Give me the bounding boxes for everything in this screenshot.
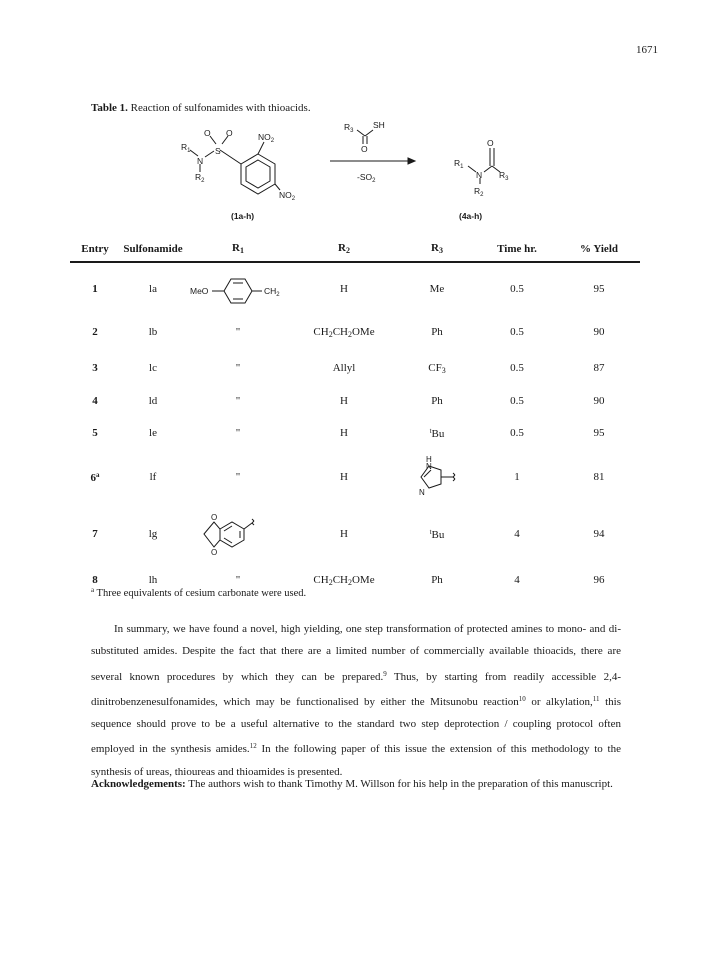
svg-text:SH: SH: [373, 120, 385, 130]
entry-cell: 7: [92, 528, 98, 540]
ack-label: Acknowledgements:: [91, 778, 186, 790]
footnote-mark: a: [91, 586, 95, 594]
r1-cell: ": [235, 471, 241, 483]
svg-text:O: O: [211, 513, 218, 522]
r2-cell: H: [340, 528, 348, 540]
header-r3: $R_3$: [398, 236, 476, 262]
sulfonamide-cell: ld: [148, 395, 158, 407]
time-cell: 4: [514, 574, 520, 586]
svg-text:S: S: [215, 146, 221, 156]
svg-text:MeO: MeO: [190, 286, 209, 296]
r3-cell: $^t$Bu: [429, 426, 445, 440]
sulfonamide-cell: lc: [149, 362, 157, 374]
yield-cell: 95: [593, 283, 605, 295]
acknowledgements: [91, 773, 621, 795]
svg-text:R2: $R_2$: [474, 186, 484, 198]
yield-cell: 90: [593, 326, 605, 338]
yield-cell: 87: [593, 362, 605, 374]
sulfonamide-cell: lf: [149, 471, 157, 483]
svg-text:NO2: $NO_2$: [258, 132, 275, 144]
benzodioxole-structure: [186, 509, 290, 559]
yield-cell: 90: [593, 395, 605, 407]
footnote-text: Three equivalents of cesium carbonate were used.: [96, 588, 307, 599]
r2-cell: Allyl: [332, 362, 356, 374]
r3-cell: $CF_3$: [428, 361, 446, 375]
sulfonamide-cell: lg: [148, 528, 158, 540]
svg-text:N: N: [426, 462, 432, 471]
entry-cell: 2: [92, 326, 98, 338]
svg-text:NO2: $NO_2$: [279, 190, 296, 202]
table-row: [70, 506, 640, 562]
yield-cell: 96: [593, 574, 605, 586]
entry-cell: 4: [92, 395, 98, 407]
r2-cell: $CH_2CH_2OMe$: [313, 573, 375, 587]
svg-text:N: N: [476, 170, 483, 180]
r3-cell: [398, 448, 476, 506]
r2-cell: H: [340, 427, 348, 439]
yield-cell: 81: [593, 471, 605, 483]
svg-text:H: H: [426, 455, 432, 464]
table-row: [70, 312, 640, 352]
svg-text:R2: $R_2$: [195, 172, 205, 184]
r2-cell: H: [340, 395, 348, 407]
header-sulfonamide: Sulfonamide: [120, 236, 186, 262]
scheme-label-reactant: (1a-h): [231, 211, 255, 221]
page-number: 1671: [636, 44, 658, 56]
caption-label: Table 1.: [91, 102, 128, 114]
entry-cell: 1: [92, 283, 98, 295]
caption-text: Reaction of sulfonamides with thioacids.: [130, 102, 311, 114]
svg-text:-SO2: $-SO_2$: [357, 172, 376, 184]
entry-cell: 6$^a$: [90, 470, 100, 484]
results-table: [70, 236, 640, 598]
svg-text:O: O: [204, 128, 211, 138]
time-cell: 0.5: [510, 283, 524, 295]
time-cell: 0.5: [510, 395, 524, 407]
svg-text:R1: $R_1$: [454, 158, 464, 170]
table-caption: [91, 102, 311, 114]
scheme-label-product: (4a-h): [459, 211, 483, 221]
r1-cell: [186, 266, 290, 312]
r1-cell: ": [235, 427, 241, 439]
header-r2: $R_2$: [290, 236, 398, 262]
r2-cell: H: [340, 471, 348, 483]
sulfonamide-cell: le: [149, 427, 157, 439]
header-r1: $R_1$: [186, 236, 290, 262]
table-row: [70, 418, 640, 448]
r1-cell: ": [235, 395, 241, 407]
sulfonamide-cell: lh: [148, 574, 158, 586]
time-cell: 1: [514, 471, 520, 483]
time-cell: 4: [514, 528, 520, 540]
r3-cell: Me: [429, 283, 445, 295]
r1-cell: ": [235, 574, 241, 586]
entry-cell: 3: [92, 362, 98, 374]
r3-cell: Ph: [431, 574, 443, 586]
table-footnote: [91, 586, 306, 599]
reaction-scheme: [140, 114, 600, 232]
table-row: [70, 352, 640, 384]
sulfonamide-cell: lb: [148, 326, 158, 338]
yield-cell: 94: [593, 528, 605, 540]
time-cell: 0.5: [510, 362, 524, 374]
table-row: [70, 266, 640, 312]
svg-text:R3: $R_3$: [499, 170, 509, 182]
r1-cell: ": [235, 362, 241, 374]
header-entry: Entry: [70, 236, 120, 262]
r3-cell: Ph: [431, 395, 443, 407]
svg-text:CH2: $CH_2$: [264, 286, 280, 298]
imidazole-structure: [407, 454, 467, 500]
svg-text:N: N: [197, 156, 204, 166]
svg-text:O: O: [487, 138, 494, 148]
table-row: [70, 384, 640, 418]
r1-cell: ": [235, 326, 241, 338]
table-header-row: [70, 236, 640, 262]
methoxybenzyl-structure: [186, 271, 290, 307]
svg-text:O: O: [211, 548, 218, 557]
r3-cell: Ph: [431, 326, 443, 338]
svg-text:N: N: [419, 488, 425, 497]
ack-text: The authors wish to thank Timothy M. Willson for his help in the preparation of this manuscript.: [185, 778, 613, 790]
table-row: [70, 448, 640, 506]
svg-text:R1: $R_1$: [181, 142, 191, 154]
r2-cell: H: [340, 283, 348, 295]
yield-cell: 95: [593, 427, 605, 439]
svg-text:O: O: [226, 128, 233, 138]
time-cell: 0.5: [510, 326, 524, 338]
r2-cell: $CH_2CH_2OMe$: [313, 325, 375, 339]
svg-text:R3: $R_3$: [344, 122, 354, 134]
time-cell: 0.5: [510, 427, 524, 439]
entry-cell: 5: [92, 427, 98, 439]
header-yield: % Yield: [558, 236, 640, 262]
r1-cell: [186, 506, 290, 562]
r3-cell: $^t$Bu: [429, 527, 445, 541]
entry-cell: 8: [92, 574, 98, 586]
header-time: Time hr.: [476, 236, 558, 262]
svg-text:O: O: [361, 144, 368, 154]
sulfonamide-cell: la: [149, 283, 157, 295]
summary-paragraph: In summary, we have found a novel, high yielding, one step transformation of protected amines to mono- and di-substituted amides. Despite the fact that there are a limited number of commercially available thioacids, there are several known procedures by which they can be prepared.$^9$ Thus, by starting from readily accessible 2,4-dinitrobenzenesulfonamides, which may be functionalised by either the Mitsunobu reaction$^{10}$ or alkylation,$^{11}$ this sequence should prove to be a useful alternative to the standard two step deprotection / coupling protocol often employed in the synthesis amides.$^{12}$ In the following paper of this issue the extension of this methodology to the synthesis of ureas, thioureas and thioamides is presented.: [91, 623, 621, 778]
